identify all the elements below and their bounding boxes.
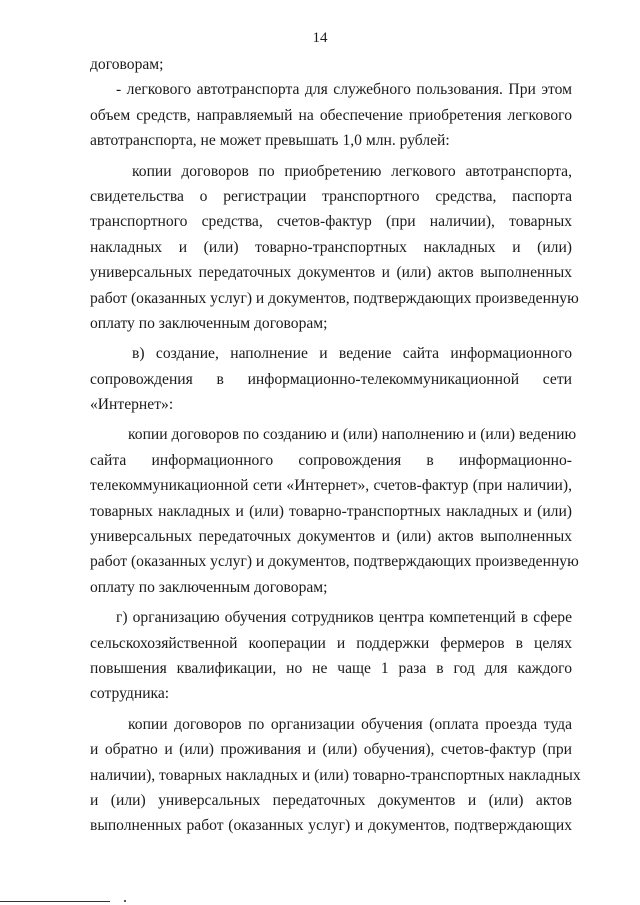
text-line: «Интернет»:: [90, 396, 174, 414]
text-line: в) создание, наполнение и ведение сайта информационного: [132, 345, 572, 363]
text-line: наличии), товарных накладных и (или) товарно-транспортных накладных: [90, 766, 581, 784]
text-line: копии договоров по созданию и (или) наполнению и (или) ведению: [128, 426, 577, 444]
document-body: [90, 52, 581, 839]
text-line: сайта информационного сопровождения в информационно-: [90, 451, 572, 469]
text-line: универсальных передаточных документов и (или) актов выполненных: [90, 528, 572, 546]
text-line: свидетельства о регистрации транспортного средства, паспорта: [90, 187, 572, 205]
text-line: оплату по заключенным договорам;: [90, 314, 328, 332]
text-line: объем средств, направляемый на обеспечение приобретения легкового: [90, 106, 572, 124]
text-line: г) организацию обучения сотрудников центра компетенций в сфере: [116, 609, 572, 627]
scan-mark: [124, 900, 126, 902]
text-line: и обратно и (или) проживания и (или) обучения), счетов-фактур (при: [90, 741, 572, 759]
text-line: - легкового автотранспорта для служебного пользования. При этом: [116, 81, 572, 99]
page-number: 14: [312, 30, 328, 46]
text-line: сотрудника:: [90, 685, 170, 703]
text-line: транспортного средства, счетов-фактур (при наличии), товарных: [90, 213, 572, 231]
bottom-rule: [0, 901, 110, 902]
text-line: работ (оказанных услуг) и документов, подтверждающих произведенную: [90, 553, 579, 571]
text-line: копии договоров по организации обучения (оплата проезда туда: [128, 715, 572, 733]
text-line: работ (оказанных услуг) и документов, подтверждающих произведенную: [90, 289, 579, 307]
text-line: товарных накладных и (или) товарно-транспортных накладных и (или): [90, 502, 572, 520]
text-line: повышения квалификации, но не чаще 1 раза в год для каждого: [90, 659, 572, 677]
text-line: накладных и (или) товарно-транспортных накладных и (или): [90, 238, 572, 256]
text-line: договорам;: [90, 56, 164, 73]
text-line: универсальных передаточных документов и (или) актов выполненных: [90, 264, 572, 282]
text-line: сельскохозяйственной кооперации и поддержки фермеров в целях: [90, 634, 572, 652]
text-line: выполненных работ (оказанных услуг) и документов, подтверждающих: [90, 817, 572, 835]
text-line: сопровождения в информационно-телекоммуникационной сети: [90, 370, 572, 388]
text-line: оплату по заключенным договорам;: [90, 578, 328, 596]
text-line: автотранспорта, не может превышать 1,0 млн. рублей:: [90, 132, 450, 150]
text-line: копии договоров по приобретению легкового автотранспорта,: [132, 162, 572, 180]
text-line: и (или) универсальных передаточных документов и (или) актов: [90, 791, 572, 809]
text-line: телекоммуникационной сети «Интернет», счетов-фактур (при наличии),: [90, 477, 572, 495]
